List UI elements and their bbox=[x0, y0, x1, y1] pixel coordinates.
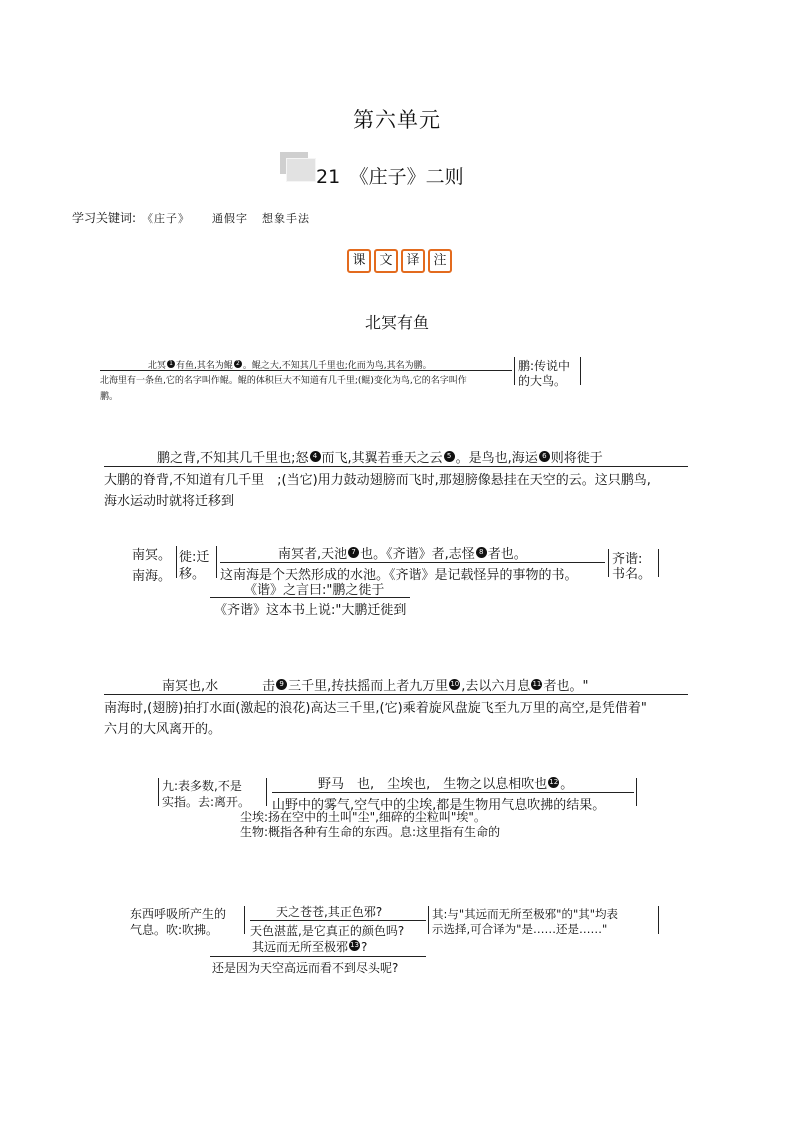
section-char: 译 bbox=[401, 249, 425, 273]
bracket bbox=[608, 549, 609, 577]
original-text-line: 《谐》之言曰:"鹏之徙于 bbox=[244, 583, 385, 598]
keywords-label: 学习关键词: bbox=[72, 211, 137, 225]
annotation-note: 齐谐: bbox=[612, 552, 643, 567]
section-char: 文 bbox=[374, 249, 398, 273]
divider bbox=[104, 466, 688, 467]
bracket bbox=[428, 906, 429, 934]
section-heading-buttons bbox=[347, 249, 452, 273]
unit-title: 第六单元 bbox=[353, 108, 441, 132]
original-text-line: 天之苍苍,其正色邪? bbox=[276, 905, 383, 919]
divider bbox=[210, 956, 426, 957]
original-text-line: 南冥。 bbox=[132, 548, 172, 563]
note-number-icon: 13 bbox=[350, 941, 359, 949]
annotation-note: 的大鸟。 bbox=[518, 374, 567, 388]
annotation-note: 移。 bbox=[179, 567, 206, 582]
translation-text-line: 南海。 bbox=[132, 569, 172, 584]
note-number-icon: 5 bbox=[444, 451, 455, 462]
lesson-number-badge-icon bbox=[280, 152, 316, 180]
translation-text-line: 还是因为天空高远而看不到尽头呢? bbox=[212, 961, 399, 975]
annotation-note: 尘埃:扬在空中的土叫"尘",细碎的尘粒叫"埃"。 bbox=[240, 810, 486, 824]
note-number-icon: 2 bbox=[234, 360, 242, 368]
bracket bbox=[176, 546, 177, 578]
keywords-line bbox=[72, 209, 310, 226]
lesson-title: 21 《庄子》二则 bbox=[316, 166, 464, 188]
bracket bbox=[658, 906, 659, 934]
note-number-icon: 11 bbox=[532, 680, 542, 688]
translation-text-line: 大鹏的脊背,不知道有几千里 ;(当它)用力鼓动翅膀而飞时,那翅膀像悬挂在天空的云。这只鹏鸟, bbox=[104, 473, 651, 488]
original-text-line: 北冥 1 有鱼,其名为鲲 2 。鲲之大,不知其几千里也;化而为鸟,其名为鹏。 bbox=[148, 360, 432, 371]
bracket bbox=[244, 906, 245, 934]
bracket bbox=[158, 778, 159, 806]
divider bbox=[250, 920, 426, 921]
annotation-note: 九:表多数,不是 bbox=[162, 779, 242, 793]
keyword: 通假字 bbox=[212, 212, 249, 225]
bracket bbox=[216, 546, 217, 578]
divider bbox=[100, 370, 512, 371]
bracket bbox=[266, 778, 267, 806]
note-number-icon: 6 bbox=[539, 451, 550, 462]
divider bbox=[272, 792, 634, 793]
note-number-icon: 12 bbox=[549, 778, 559, 786]
bracket bbox=[658, 549, 659, 577]
translation-text-line: 六月的大风离开的。 bbox=[104, 722, 222, 737]
bracket bbox=[580, 357, 581, 385]
divider bbox=[220, 562, 605, 563]
section-char: 课 bbox=[347, 249, 371, 273]
annotation-note: 鹏:传说中 bbox=[518, 359, 571, 373]
bracket bbox=[636, 778, 637, 806]
keyword: 《庄子》 bbox=[142, 212, 191, 225]
note-number-icon: 4 bbox=[310, 451, 321, 462]
annotation-note: 气息。吹:吹拂。 bbox=[130, 923, 219, 937]
section-char: 注 bbox=[428, 249, 452, 273]
translation-text-line: 北海里有一条鱼,它的名字叫作鲲。鲲的体积巨大不知道有几千里;(鲲)变化为鸟,它的名字叫作 bbox=[100, 376, 467, 386]
note-number-icon: 10 bbox=[450, 680, 460, 688]
translation-text-line: 山野中的雾气,空气中的尘埃,都是生物用气息吹拂的结果。 bbox=[272, 798, 606, 813]
annotation-note: 实指。去:离开。 bbox=[162, 795, 251, 809]
translation-text-line: 鹏。 bbox=[100, 392, 119, 402]
translation-text-line: 这南海是个天然形成的水池。《齐谐》是记载怪异的事物的书。 bbox=[220, 568, 578, 583]
bracket bbox=[514, 357, 515, 385]
translation-text-line: 南海时,(翅膀)拍打水面(激起的浪花)高达三千里,(它)乘着旋风盘旋飞至九万里的高空,是凭借着" bbox=[104, 701, 647, 716]
original-text-line: 鹏之背,不知其几千里也;怒 4 而飞,其翼若垂天之云 5 。是鸟也,海运 6 则将徙于 bbox=[157, 451, 603, 466]
divider bbox=[210, 597, 410, 598]
note-number-icon: 8 bbox=[476, 547, 487, 558]
original-text-line: 野马 也, 尘埃也, 生物之以息相吹也 12 。 bbox=[318, 777, 574, 792]
annotation-note: 东西呼吸所产生的 bbox=[130, 907, 227, 921]
note-number-icon: 9 bbox=[276, 679, 287, 690]
annotation-note: 徙:迁 bbox=[179, 550, 210, 565]
translation-text-line: 天色湛蓝,是它真正的颜色吗? bbox=[250, 924, 405, 938]
divider bbox=[104, 694, 688, 695]
original-text-line: 南冥者,天池 7 也。《齐谐》者,志怪 8 者也。 bbox=[278, 547, 527, 562]
annotation-note: 示选择,可合译为"是……还是……" bbox=[432, 922, 608, 936]
note-number-icon: 7 bbox=[348, 547, 359, 558]
annotation-note: 生物:概指各种有生命的东西。息:这里指有生命的 bbox=[240, 825, 501, 839]
annotation-note: 其:与"其远而无所至极邪"的"其"均表 bbox=[432, 907, 619, 921]
original-text-line: 其远而无所至极邪 13 ? bbox=[252, 940, 368, 954]
text-subtitle: 北冥有鱼 bbox=[364, 313, 429, 332]
note-number-icon: 1 bbox=[167, 360, 175, 368]
keyword: 想象手法 bbox=[262, 212, 311, 225]
translation-text-line: 海水运动时就将迁移到 bbox=[104, 494, 235, 509]
original-text-line: 南冥也,水 击 9 三千里,抟扶摇而上者九万里 10 ,去以六月息 11 者也。" bbox=[162, 679, 589, 694]
translation-text-line: 《齐谐》这本书上说:"大鹏迁徙到 bbox=[214, 603, 407, 618]
annotation-note: 书名。 bbox=[612, 567, 652, 582]
